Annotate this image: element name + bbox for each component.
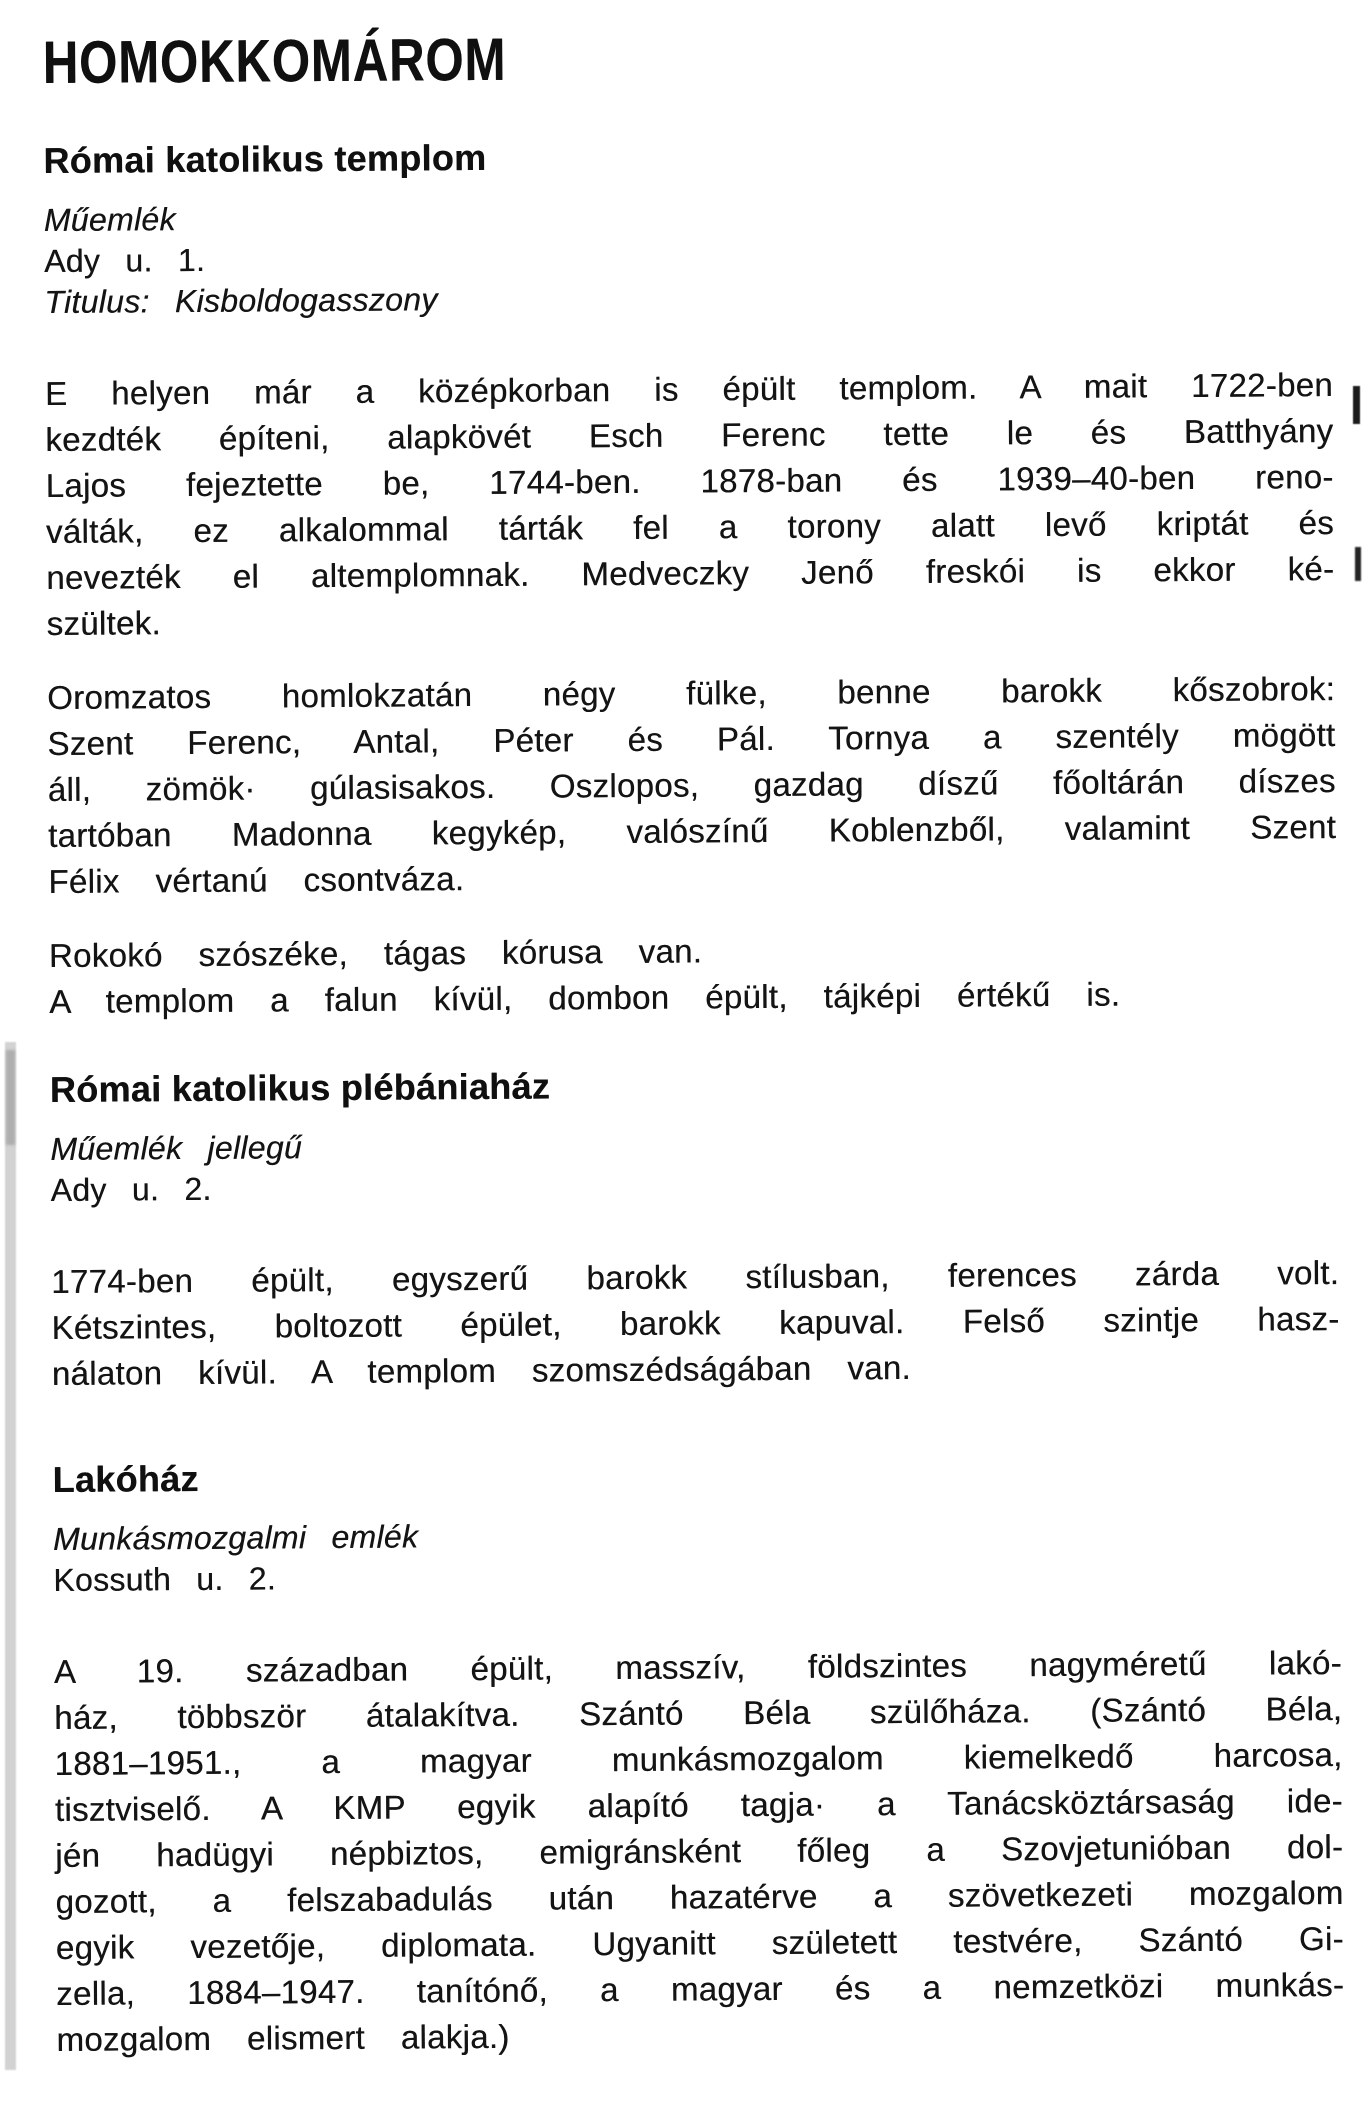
text-line: szültek.	[46, 604, 161, 643]
section-meta	[44, 191, 1333, 323]
meta-line-monument-type: Munkásmozgalmi emlék	[52, 1518, 419, 1557]
section-heading: Római katolikus plébániaház	[49, 1065, 551, 1110]
meta-line-address: Ady u. 1.	[43, 241, 206, 280]
text-line: Rokokó szószéke, tágas kórusa van.	[48, 932, 703, 974]
section-meta	[50, 1120, 1339, 1211]
section-heading: Római katolikus templom	[43, 136, 487, 182]
meta-line-monument-type: Műemlék	[43, 201, 176, 239]
text-line: Félix vértanú csontváza.	[48, 860, 465, 900]
text-line: kezdték építeni, alapkövét Esch Ferenc tette le és Batthyány	[45, 412, 1334, 459]
text-line: zella, 1884–1947. tanítónő, a magyar és a nemzetközi munkás-	[56, 1965, 1345, 2012]
scan-edge-ink-mark	[1355, 547, 1361, 581]
text-line: Oromzatos homlokzatán négy fülke, benne barokk kőszobrok:	[46, 670, 1336, 717]
text-line: 1881–1951., a magyar munkásmozgalom kiemelkedő harcosa,	[54, 1735, 1343, 1782]
text-line: tartóban Madonna kegykép, valószínű Koblenzből, valamint Szent	[47, 808, 1337, 854]
text-line: gozott, a felszabadulás után hazatérve a szövetkezeti mozgalom	[55, 1873, 1344, 1920]
paragraph	[47, 666, 1337, 905]
scan-edge-ink-mark	[1353, 386, 1360, 424]
section-romai-katolikus-templom	[43, 131, 1337, 1025]
text-line: A 19. században épült, masszív, földszintes nagyméretű lakó-	[53, 1643, 1343, 1690]
text-line: mozgalom elismert alakja.)	[56, 2017, 510, 2058]
meta-line-address: Ady u. 2.	[50, 1170, 212, 1208]
paragraph	[45, 362, 1335, 647]
text-line: jén hadügyi népbiztos, emigránsként főleg a Szovjetunióban dol-	[55, 1827, 1344, 1874]
page-title-text: HOMOKKOMÁROM	[42, 25, 507, 97]
scan-gutter-shadow-dark	[6, 1050, 15, 1145]
section-romai-katolikus-plebaniahaz	[50, 1060, 1340, 1397]
text-line: Lajos fejeztette be, 1744-ben. 1878-ban és 1939–40-ben reno-	[45, 458, 1334, 505]
text-line: A templom a falun kívül, dombon épült, tájképi értékű is.	[49, 975, 1121, 1020]
text-line: egyik vezetője, diplomata. Ugyanitt született testvére, Szántó Gi-	[55, 1919, 1344, 1966]
scan-gutter-shadow	[5, 1042, 16, 2070]
meta-line-titulus: Titulus: Kisboldogasszony	[44, 281, 438, 321]
text-line: áll, zömök· gúlasisakos. Oszlopos, gazdag díszű főoltárán díszes	[47, 762, 1336, 809]
text-line: válták, ez alkalommal tárták fel a torony alatt levő kriptát és	[45, 504, 1335, 551]
paragraph	[49, 924, 1338, 1025]
text-line: nálaton kívül. A templom szomszédságában van.	[51, 1348, 912, 1392]
text-line: E helyen már a középkorban is épült templom. A mait 1722-ben	[44, 366, 1334, 413]
paragraph	[54, 1640, 1345, 2063]
text-line: nevezték el altemplomnak. Medveczky Jenő freskói is ekkor ké-	[46, 550, 1335, 597]
text-line: Kétszintes, boltozott épület, barokk kapuval. Felső szintje hasz-	[51, 1299, 1340, 1346]
section-heading: Lakóház	[52, 1457, 199, 1500]
paragraph	[51, 1250, 1340, 1397]
section-lakohaz	[52, 1450, 1344, 2063]
meta-line-monument-type: Műemlék jellegű	[50, 1129, 303, 1167]
meta-line-address: Kossuth u. 2.	[53, 1560, 277, 1598]
page-title	[42, 21, 1330, 96]
section-meta	[53, 1510, 1342, 1601]
text-line: Szent Ferenc, Antal, Péter és Pál. Tornya a szentély mögött	[47, 716, 1336, 763]
text-line: ház, többször átalakítva. Szántó Béla szülőháza. (Szántó Béla,	[54, 1689, 1343, 1736]
text-line: 1774-ben épült, egyszerű barokk stílusban, ferences zárda volt.	[51, 1253, 1340, 1300]
text-line: tisztviselő. A KMP egyik alapító tagja· a Tanácsköztársaság ide-	[54, 1781, 1343, 1828]
page-content	[42, 0, 1344, 2063]
